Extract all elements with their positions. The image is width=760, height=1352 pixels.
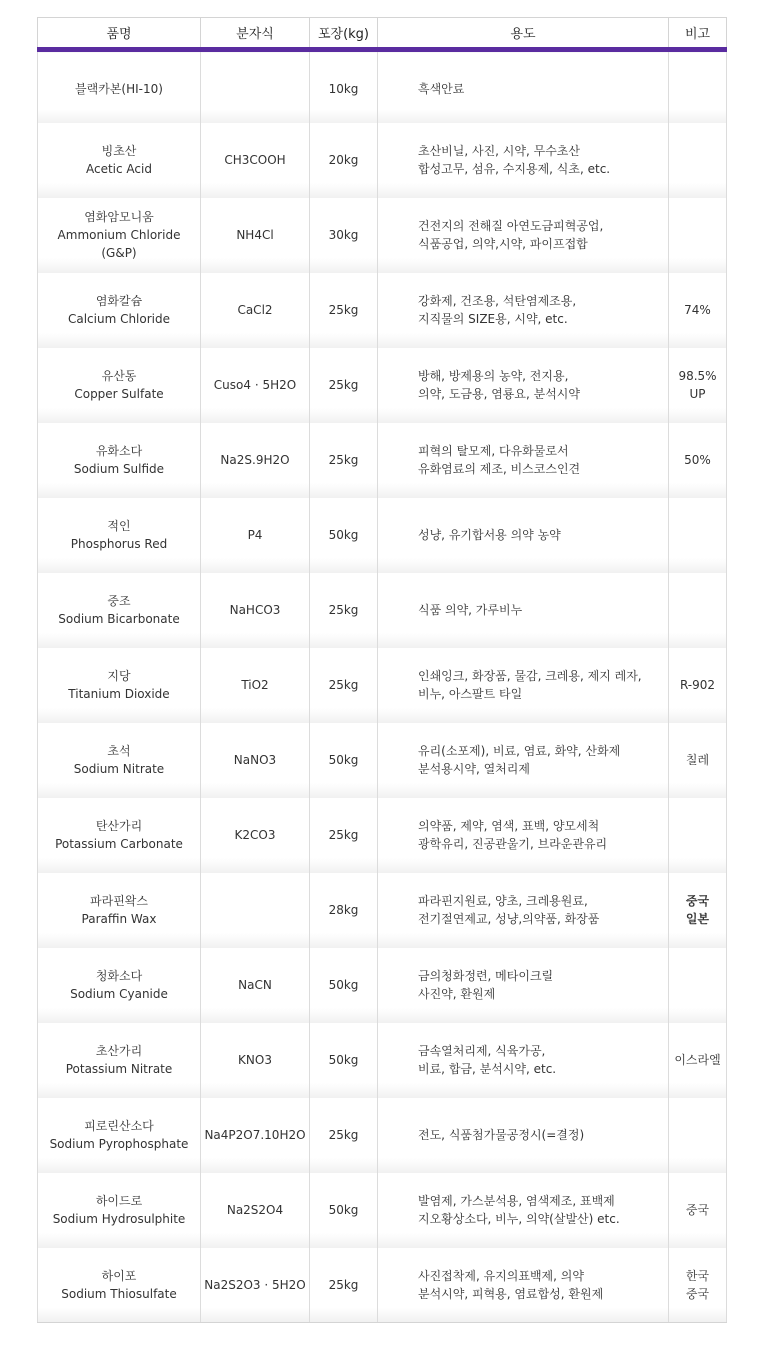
- usage-line-1: 파라핀지원료, 양초, 크레용원료,: [418, 894, 588, 908]
- product-name-cell: [38, 198, 201, 273]
- usage-line-1: 초산비닐, 사진, 시약, 무수초산: [418, 144, 580, 158]
- packaging-text: 50kg: [328, 753, 359, 767]
- product-name-en: Paraffin Wax: [81, 912, 157, 926]
- product-name-cell: [38, 1098, 201, 1173]
- usage-line-1: 사진접착제, 유지의표백제, 의약: [418, 1268, 584, 1283]
- note-line-1: R-902: [679, 678, 716, 692]
- usage-line-2: 분석용시약, 열처리제: [418, 762, 530, 776]
- packaging-text: 10kg: [328, 82, 359, 97]
- table-row: [38, 873, 727, 948]
- header-usage: 용도: [378, 18, 669, 50]
- formula-cell: [201, 1173, 310, 1248]
- usage-cell: [378, 273, 669, 348]
- note-line-1: 98.5%: [678, 369, 717, 383]
- usage-cell: [378, 948, 669, 1023]
- usage-line-2: 전기절연제교, 성냥,의약품, 화장품: [418, 912, 600, 926]
- packaging-cell: [310, 123, 378, 198]
- table-row: [38, 798, 727, 873]
- product-table-wrapper: [37, 17, 726, 1323]
- note-cell: [669, 948, 727, 1023]
- packaging-cell: [310, 723, 378, 798]
- packaging-cell: [310, 648, 378, 723]
- usage-cell: [378, 123, 669, 198]
- note-line-1: 칠레: [685, 753, 710, 767]
- usage-line-2: 광학유리, 진공관울기, 브라운관유리: [418, 837, 608, 851]
- product-name-en: Acetic Acid: [86, 162, 152, 176]
- formula-text: Cuso4 · 5H2O: [213, 378, 297, 392]
- usage-line-1: 흑색안료: [418, 82, 465, 97]
- product-name-ko: 유화소다: [95, 444, 143, 458]
- note-line-1: 74%: [684, 303, 711, 317]
- note-cell: [669, 723, 727, 798]
- usage-cell: [378, 423, 669, 498]
- packaging-text: 50kg: [328, 1053, 359, 1067]
- product-name-en: Potassium Carbonate: [55, 837, 183, 851]
- product-name-cell: [38, 348, 201, 423]
- table-row: [38, 723, 727, 798]
- formula-text: NaNO3: [233, 753, 277, 767]
- product-name-en: Copper Sulfate: [74, 387, 164, 401]
- product-name-cell: [38, 573, 201, 648]
- note-line-1: 중국: [685, 894, 710, 908]
- usage-line-2: 비료, 합금, 분석시약, etc.: [418, 1062, 557, 1076]
- table-row: [38, 948, 727, 1023]
- usage-line-2: 합성고무, 섬유, 수지용제, 식초, etc.: [418, 162, 611, 176]
- note-line-1: 50%: [684, 453, 711, 467]
- note-cell: [669, 123, 727, 198]
- table-row: [38, 1248, 727, 1323]
- note-cell: [669, 198, 727, 273]
- usage-cell: [378, 723, 669, 798]
- product-name-cell: [38, 648, 201, 723]
- product-name-en: Phosphorus Red: [70, 537, 168, 551]
- usage-line-2: 의약, 도금용, 염룡요, 분석시약: [418, 387, 580, 401]
- usage-cell: [378, 873, 669, 948]
- usage-cell: [378, 573, 669, 648]
- usage-cell: [378, 498, 669, 573]
- formula-cell: [201, 873, 310, 948]
- packaging-text: 50kg: [328, 978, 359, 992]
- note-cell: [669, 798, 727, 873]
- header-formula: 분자식: [201, 18, 310, 50]
- table-row: [38, 198, 727, 273]
- usage-line-2: 분석시약, 피혁용, 염료합성, 환원제: [418, 1286, 604, 1301]
- usage-line-1: 금의청화정련, 메타이크릴: [418, 969, 554, 983]
- product-name-cell: [38, 873, 201, 948]
- packaging-cell: [310, 50, 378, 123]
- usage-line-1: 발염제, 가스분석용, 염색제조, 표백제: [418, 1194, 615, 1208]
- table-row: [38, 1023, 727, 1098]
- packaging-cell: [310, 573, 378, 648]
- usage-line-1: 방해, 방제용의 농약, 전지용,: [418, 369, 569, 383]
- note-cell: [669, 1098, 727, 1173]
- packaging-text: 25kg: [328, 828, 359, 842]
- packaging-text: 25kg: [328, 378, 359, 392]
- formula-cell: [201, 198, 310, 273]
- formula-cell: [201, 423, 310, 498]
- formula-text: P4: [247, 528, 263, 542]
- formula-cell: [201, 1023, 310, 1098]
- note-cell: [669, 348, 727, 423]
- header-name: 품명: [38, 18, 201, 50]
- note-cell: [669, 1023, 727, 1098]
- formula-text: TiO2: [241, 678, 269, 692]
- product-name-cell: [38, 1173, 201, 1248]
- usage-cell: [378, 798, 669, 873]
- note-line-1: 중국: [685, 1203, 710, 1217]
- table-row: [38, 1098, 727, 1173]
- note-cell: [669, 50, 727, 123]
- product-name-ko: 청화소다: [95, 969, 143, 983]
- packaging-text: 25kg: [328, 1128, 359, 1142]
- note-line-2: 중국: [685, 1286, 710, 1301]
- table-row: [38, 498, 727, 573]
- product-name-cell: [38, 948, 201, 1023]
- usage-line-1: 건전지의 전해질 아연도금피혁공업,: [418, 219, 604, 233]
- usage-line-1: 피혁의 탈모제, 다유화물로서: [418, 444, 569, 458]
- product-name-en: Calcium Chloride: [67, 312, 171, 326]
- product-name-en: Sodium Hydrosulphite: [52, 1212, 186, 1226]
- note-cell: [669, 273, 727, 348]
- usage-line-1: 전도, 식품첨가물공정시(=결정): [418, 1128, 585, 1142]
- usage-cell: [378, 648, 669, 723]
- product-name-en: Ammonium Chloride: [57, 228, 181, 242]
- product-name-ko: 빙초산: [101, 144, 137, 158]
- product-name-en: Sodium Sulfide: [73, 462, 165, 476]
- packaging-text: 25kg: [328, 603, 359, 617]
- packaging-text: 30kg: [328, 228, 359, 242]
- product-name-cell: [38, 798, 201, 873]
- usage-cell: [378, 1098, 669, 1173]
- formula-text: CaCl2: [237, 303, 273, 317]
- formula-cell: [201, 1098, 310, 1173]
- product-name-cell: [38, 50, 201, 123]
- formula-cell: [201, 948, 310, 1023]
- product-name-cell: [38, 1248, 201, 1323]
- packaging-cell: [310, 273, 378, 348]
- product-name-ko: 염화암모니움: [84, 210, 154, 224]
- packaging-cell: [310, 948, 378, 1023]
- formula-text: NH4Cl: [236, 228, 274, 242]
- product-name-ko: 초산가리: [95, 1044, 143, 1058]
- header-packaging: 포장(kg): [310, 18, 378, 50]
- product-name-cell: [38, 123, 201, 198]
- formula-text: Na2S2O3 · 5H2O: [204, 1277, 306, 1292]
- packaging-cell: [310, 198, 378, 273]
- usage-cell: [378, 1023, 669, 1098]
- usage-line-2: 유화염료의 제조, 비스코스인견: [418, 462, 581, 476]
- packaging-text: 50kg: [328, 528, 359, 542]
- formula-cell: [201, 498, 310, 573]
- formula-cell: [201, 50, 310, 123]
- note-cell: [669, 1248, 727, 1323]
- table-row: [38, 648, 727, 723]
- note-line-2: UP: [689, 387, 706, 401]
- product-name-cell: [38, 1023, 201, 1098]
- formula-cell: [201, 648, 310, 723]
- usage-line-1: 금속열처리제, 식육가공,: [418, 1044, 546, 1058]
- product-name-ko: 염화칼슘: [95, 294, 143, 308]
- note-cell: [669, 1173, 727, 1248]
- product-name-ko: 탄산가리: [95, 819, 143, 833]
- product-name-ko: 유산동: [101, 369, 137, 383]
- product-name-ko: 중조: [107, 594, 131, 608]
- product-name-ko: 하이드로: [95, 1194, 143, 1208]
- table-row: [38, 348, 727, 423]
- note-cell: [669, 873, 727, 948]
- table-row: [38, 423, 727, 498]
- product-name-en: Sodium Bicarbonate: [58, 612, 180, 626]
- packaging-text: 50kg: [328, 1203, 359, 1217]
- product-name-en: Titanium Dioxide: [68, 687, 170, 701]
- table-row: [38, 123, 727, 198]
- note-cell: [669, 423, 727, 498]
- product-name-ko: 적인: [107, 519, 131, 533]
- table-header-row: [38, 18, 727, 50]
- table-row: [38, 1173, 727, 1248]
- table-row: [38, 573, 727, 648]
- product-name-ko: 블랙카본(HI-10): [75, 82, 163, 97]
- product-name-cell: [38, 423, 201, 498]
- formula-text: Na2S.9H2O: [220, 453, 290, 467]
- product-name-en: Sodium Cyanide: [70, 987, 168, 1001]
- packaging-text: 25kg: [328, 678, 359, 692]
- formula-text: CH3COOH: [224, 153, 286, 167]
- packaging-cell: [310, 873, 378, 948]
- usage-cell: [378, 1248, 669, 1323]
- note-line-2: 일본: [685, 912, 710, 926]
- product-name-ko: 하이포: [101, 1268, 137, 1283]
- usage-line-1: 강화제, 건조용, 석탄염제조용,: [418, 294, 577, 308]
- packaging-cell: [310, 798, 378, 873]
- header-note: 비고: [669, 18, 727, 50]
- product-name-en: Sodium Thiosulfate: [61, 1286, 177, 1301]
- packaging-text: 25kg: [328, 453, 359, 467]
- packaging-cell: [310, 498, 378, 573]
- formula-text: NaCN: [238, 978, 272, 992]
- formula-cell: [201, 123, 310, 198]
- product-name-en: Sodium Nitrate: [73, 762, 165, 776]
- formula-text: Na2S2O4: [226, 1203, 284, 1217]
- product-name-ko: 피로린산소다: [84, 1119, 154, 1133]
- formula-cell: [201, 798, 310, 873]
- packaging-cell: [310, 1023, 378, 1098]
- note-cell: [669, 498, 727, 573]
- product-table: [37, 17, 727, 1323]
- usage-line-2: 지오황상소다, 비누, 의약(살발산) etc.: [418, 1212, 620, 1226]
- packaging-text: 25kg: [328, 303, 359, 317]
- product-name-ko: 지당: [107, 669, 131, 683]
- usage-line-2: 지직물의 SIZE용, 시약, etc.: [418, 312, 568, 326]
- formula-cell: [201, 348, 310, 423]
- usage-line-2: 사진약, 환원제: [418, 987, 496, 1001]
- usage-line-1: 인쇄잉크, 화장품, 물감, 크레용, 제지 레자,: [418, 669, 642, 683]
- note-cell: [669, 648, 727, 723]
- formula-text: K2CO3: [234, 828, 276, 842]
- packaging-cell: [310, 1098, 378, 1173]
- formula-cell: [201, 1248, 310, 1323]
- packaging-cell: [310, 1173, 378, 1248]
- formula-text: KNO3: [238, 1053, 272, 1067]
- packaging-cell: [310, 423, 378, 498]
- product-name-cell: [38, 498, 201, 573]
- note-line-1: 이스라엘: [674, 1053, 721, 1067]
- packaging-cell: [310, 348, 378, 423]
- table-row: [38, 50, 727, 123]
- usage-cell: [378, 348, 669, 423]
- formula-text: NaHCO3: [229, 603, 281, 617]
- usage-line-2: 식품공업, 의약,시약, 파이프접합: [418, 237, 588, 251]
- usage-line-1: 의약품, 제약, 염색, 표백, 양모세척: [418, 819, 600, 833]
- formula-cell: [201, 273, 310, 348]
- usage-line-1: 유리(소포제), 비료, 염료, 화약, 산화제: [418, 744, 621, 758]
- product-name-ko: 초석: [107, 744, 131, 758]
- note-line-1: 한국: [685, 1268, 710, 1283]
- product-name-ko: 파라핀왁스: [90, 894, 148, 908]
- product-name-en: Potassium Nitrate: [65, 1062, 173, 1076]
- product-name-en-extra: (G&P): [101, 246, 137, 260]
- packaging-cell: [310, 1248, 378, 1323]
- formula-text: Na4P2O7.10H2O: [204, 1128, 306, 1142]
- packaging-text: 20kg: [328, 153, 359, 167]
- product-name-cell: [38, 273, 201, 348]
- usage-line-1: 식품 의약, 가루비누: [418, 603, 523, 617]
- table-body: [38, 50, 727, 1323]
- formula-cell: [201, 573, 310, 648]
- packaging-text: 28kg: [328, 903, 359, 917]
- note-cell: [669, 573, 727, 648]
- product-name-en: Sodium Pyrophosphate: [49, 1137, 189, 1151]
- usage-cell: [378, 50, 669, 123]
- usage-cell: [378, 1173, 669, 1248]
- usage-line-2: 비누, 아스팔트 타일: [418, 687, 523, 701]
- product-name-cell: [38, 723, 201, 798]
- packaging-text: 25kg: [328, 1277, 359, 1292]
- usage-cell: [378, 198, 669, 273]
- usage-line-1: 성냥, 유기합서용 의약 농약: [418, 528, 561, 542]
- table-row: [38, 273, 727, 348]
- formula-cell: [201, 723, 310, 798]
